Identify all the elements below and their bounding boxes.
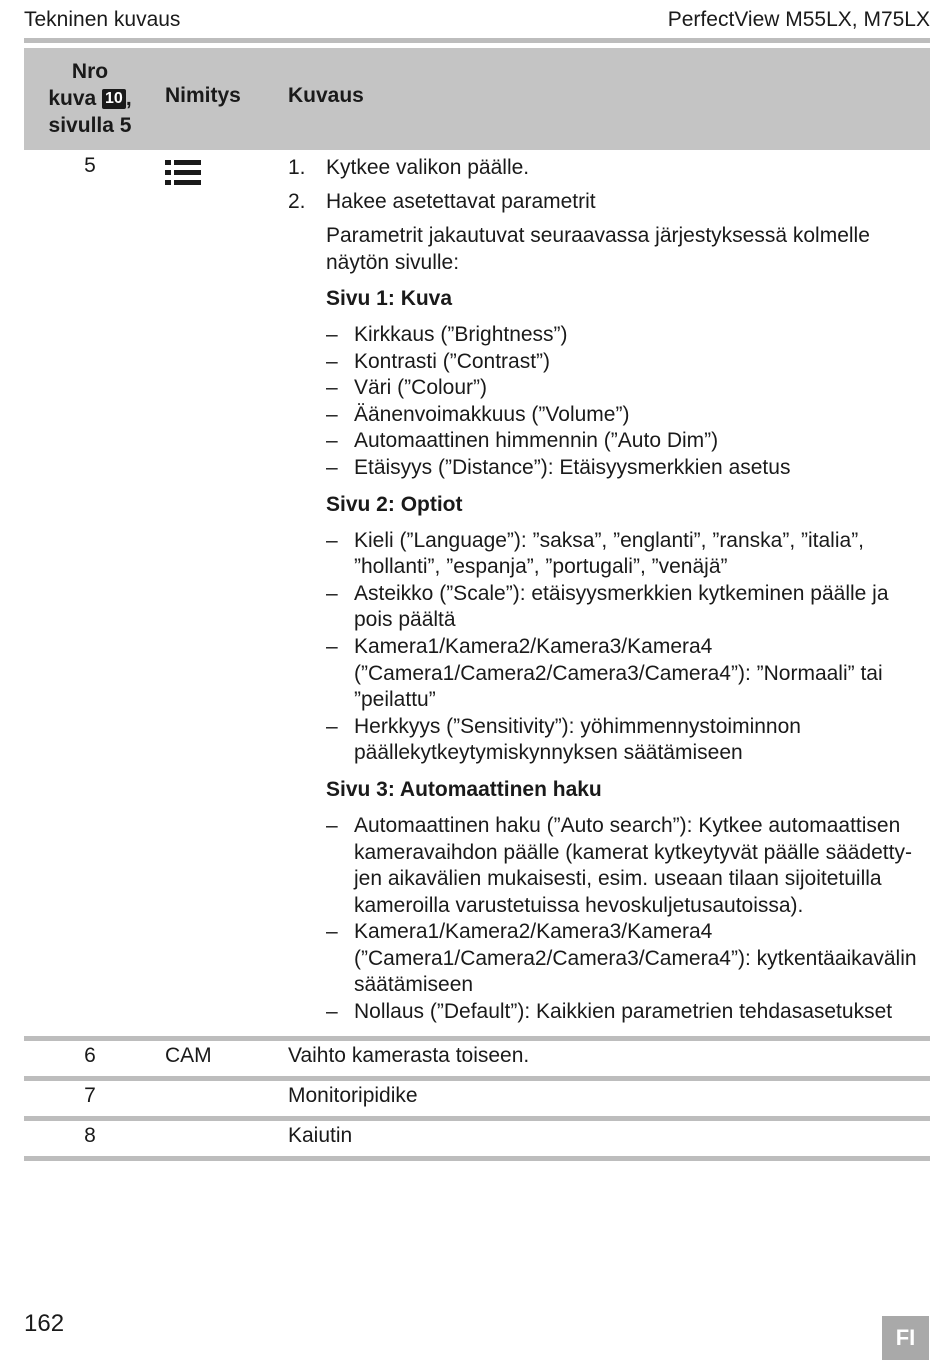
- list-item: – Kirkkaus (”Brightness”): [326, 323, 568, 346]
- list-item: – Herkkyys (”Sensitivity”): yöhimmennystoiminnon päällekytkeytymiskynnyksen säätämiseen: [326, 714, 801, 765]
- step-number: 1.: [288, 156, 306, 179]
- list-item: – Väri (”Colour”): [326, 376, 488, 400]
- row-6-description: Vaihto kamerasta toiseen.: [288, 1044, 530, 1067]
- row-7-description: Monitoripidike: [288, 1084, 418, 1107]
- row-6-number: 6: [84, 1044, 96, 1067]
- list-item: – Kontrasti (”Contrast”): [326, 349, 551, 373]
- list-item: – Asteikko (”Scale”): etäisyysmerkkien kytkeminen päälle ja pois päältä: [326, 581, 889, 632]
- figure-number-badge: 10: [102, 89, 126, 109]
- list-item: – Kamera1/Kamera2/Kamera3/Kamera4 (”Camera1/Camera2/Camera3/Camera4”): kytkentäaikavälin säätämiseen: [326, 920, 917, 997]
- column-header-nro-comma: ,: [125, 87, 132, 110]
- row-5-description: [288, 154, 928, 1035]
- page-3-list: [326, 813, 928, 1026]
- header-divider: [24, 38, 930, 43]
- column-header-nro: [24, 58, 156, 139]
- list-item: – Kieli (”Language”): ”saksa”, ”englanti”, ”ranska”, ”italia”, ”hollanti”, ”espanja”, ”portugali”, ”venäjä”: [326, 528, 865, 579]
- column-header-nro-line1: Nro: [71, 60, 109, 83]
- page-3-heading: Sivu 3: Automaattinen haku: [326, 777, 602, 801]
- row-divider: [24, 1036, 930, 1041]
- section-title: Tekninen kuvaus: [24, 8, 181, 31]
- step-item: [288, 188, 928, 215]
- page-2-list: [326, 528, 928, 767]
- list-item: – Nollaus (”Default”): Kaikkien parametrien tehdasasetukset: [326, 1000, 893, 1024]
- step-number: 2.: [288, 190, 306, 213]
- column-header-nro-kuva: kuva: [48, 87, 103, 110]
- row-5-number: 5: [84, 154, 96, 177]
- page-2-heading: Sivu 2: Optiot: [326, 492, 463, 516]
- column-header-nro-line3: sivulla 5: [48, 114, 132, 137]
- page-1-heading: Sivu 1: Kuva: [326, 287, 453, 310]
- list-item: – Automaattinen himmennin (”Auto Dim”): [326, 429, 719, 453]
- list-item: – Automaattinen haku (”Auto search”): Kytkee automaattisen kameravaihdon päälle (kamerat kytkeytyvät päälle säädetty- jen aikavälien mukaisesti, esim. useaan tilaan sijoitetuilla kameroilla varustetuissa hevoskuljetusautoissa).: [326, 813, 912, 917]
- table-bottom-rule: [24, 1156, 930, 1161]
- row-divider: [24, 1116, 930, 1121]
- column-header-nimitys: Nimitys: [165, 84, 241, 107]
- row-6-name: CAM: [165, 1044, 212, 1067]
- page-number: 162: [24, 1310, 65, 1337]
- step-item: [288, 154, 928, 181]
- product-name: PerfectView M55LX, M75LX: [667, 8, 930, 31]
- parameter-pages: [288, 222, 928, 1026]
- row-8-number: 8: [84, 1124, 96, 1147]
- column-header-kuvaus: Kuvaus: [288, 84, 364, 107]
- list-item: – Etäisyys (”Distance”): Etäisyysmerkkien asetus: [326, 455, 791, 479]
- page-1-list: [326, 322, 928, 482]
- column-header-nro-line2: [24, 85, 156, 112]
- row-divider: [24, 1076, 930, 1081]
- language-tab: FI: [882, 1316, 929, 1360]
- step-text: Hakee asetettavat parametrit: [326, 190, 596, 213]
- list-item: – Kamera1/Kamera2/Kamera3/Kamera4 (”Camera1/Camera2/Camera3/Camera4”): ”Normaali” tai ”peilattu”: [326, 634, 883, 712]
- page-header: [24, 8, 930, 32]
- row-8-description: Kaiutin: [288, 1124, 353, 1147]
- menu-list-icon: [165, 160, 201, 186]
- list-item: – Äänenvoimakkuus (”Volume”): [326, 402, 630, 426]
- row-7-number: 7: [84, 1084, 96, 1107]
- parameter-intro: Parametrit jakautuvat seuraavassa järjestyksessä kolmelle näytön sivulle:: [326, 224, 870, 274]
- step-text: Kytkee valikon päälle.: [326, 156, 530, 179]
- table-header: [24, 48, 930, 150]
